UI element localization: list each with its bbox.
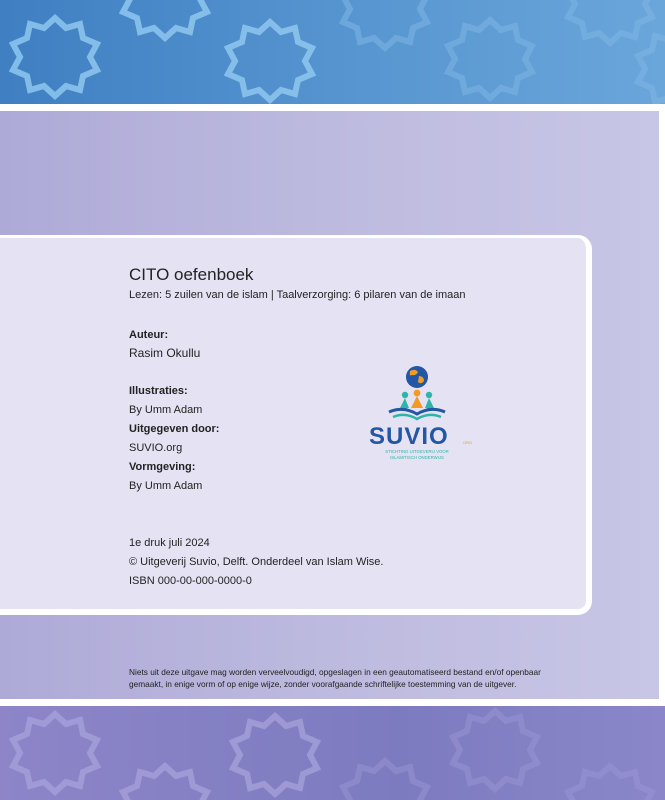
design-label: Vormgeving: — [129, 461, 196, 473]
copyright-notice: © Uitgeverij Suvio, Delft. Onderdeel van Islam Wise. — [129, 556, 384, 568]
copyright-disclaimer — [129, 666, 609, 690]
disclaimer-line: gemaakt, in enige vorm of op enige wijze, zonder voorafgaande schriftelijke toestemming van de uitgever. — [129, 679, 517, 689]
illustrations-label: Illustraties: — [129, 385, 188, 397]
illustrations-value: By Umm Adam — [129, 404, 203, 416]
logo-suffix: ORG — [463, 440, 473, 445]
star-shape — [228, 22, 312, 100]
print-edition: 1e druk juli 2024 — [129, 537, 210, 549]
isbn: ISBN 000-00-000-0000-0 — [129, 575, 252, 587]
logo-tagline-2: ISLAMITISCH ONDERWIJS — [390, 455, 444, 460]
logo-wordmark: SUVIO — [369, 423, 449, 450]
book-title: CITO oefenboek — [129, 265, 254, 284]
bottom-decorative-band — [0, 706, 665, 800]
star-pattern-top — [0, 0, 665, 104]
book-subtitle: Lezen: 5 zuilen van de islam | Taalverzorging: 6 pilaren van de imaan — [129, 289, 466, 301]
logo-tagline-1: STICHTING UITGEVERIJ VOOR — [385, 449, 449, 454]
star-shape — [453, 711, 537, 789]
star-shape — [13, 18, 97, 96]
star-shape — [233, 716, 317, 794]
suvio-logo — [365, 362, 475, 467]
author-name: Rasim Okullu — [129, 346, 201, 360]
star-shape — [343, 761, 427, 800]
star-shape — [448, 20, 532, 98]
star-shape — [343, 0, 427, 48]
book-figures-icon — [389, 390, 445, 419]
publisher-value: SUVIO.org — [129, 442, 183, 454]
globe-icon — [406, 366, 428, 388]
design-value: By Umm Adam — [129, 480, 203, 492]
publisher-label: Uitgegeven door: — [129, 423, 220, 435]
star-shape — [123, 766, 207, 800]
star-shape — [638, 30, 665, 104]
star-shape — [568, 766, 652, 800]
disclaimer-line: Niets uit deze uitgave mag worden verveelvoudigd, opgeslagen in een geautomatiseerd bestand en/of openbaar — [129, 667, 541, 677]
star-shape — [123, 0, 207, 38]
star-pattern-bottom — [0, 706, 665, 800]
star-shape — [13, 714, 97, 792]
author-label: Auteur: — [129, 329, 169, 341]
top-decorative-band — [0, 0, 665, 104]
star-shape — [568, 0, 652, 43]
